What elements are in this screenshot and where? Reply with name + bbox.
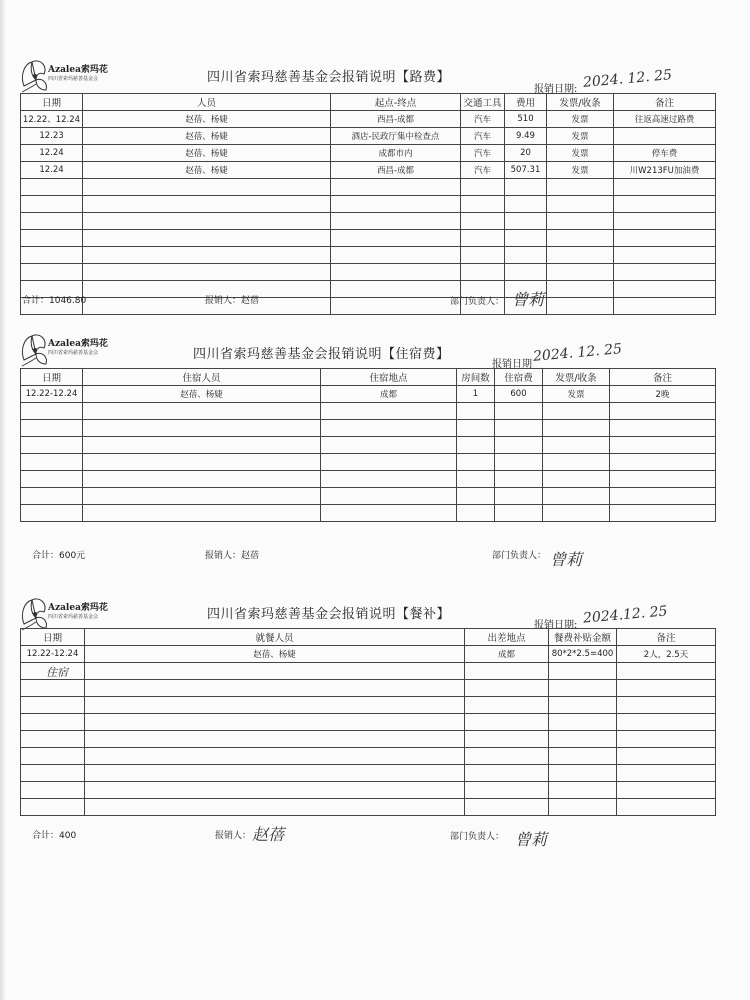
empty-cell — [547, 298, 614, 315]
empty-cell — [543, 403, 610, 420]
empty-cell — [21, 731, 85, 748]
table-cell: 西昌-成都 — [331, 162, 461, 179]
column-header: 住宿人员 — [83, 369, 321, 386]
empty-cell — [505, 230, 547, 247]
empty-cell — [21, 179, 83, 196]
empty-cell — [465, 714, 549, 731]
table-row — [21, 145, 716, 162]
empty-cell — [457, 488, 495, 505]
empty-cell — [549, 680, 617, 697]
travel-expense-table — [20, 93, 716, 315]
table-cell: 510 — [505, 111, 547, 128]
empty-cell — [547, 247, 614, 264]
empty-cell — [83, 420, 321, 437]
empty-table-row — [21, 298, 716, 315]
table-cell: 西昌-成都 — [331, 111, 461, 128]
empty-cell — [614, 196, 716, 213]
empty-cell — [505, 264, 547, 281]
empty-cell — [549, 748, 617, 765]
empty-cell — [321, 488, 457, 505]
empty-cell — [85, 680, 465, 697]
empty-cell — [457, 471, 495, 488]
empty-cell — [465, 680, 549, 697]
table-cell: 发票 — [543, 386, 610, 403]
empty-table-row — [21, 213, 716, 230]
lodging-date-label: 报销日期 — [492, 359, 532, 370]
lodging-expense-table — [20, 368, 716, 522]
table-row — [21, 386, 716, 403]
empty-cell — [461, 264, 505, 281]
meal-claimant-label: 报销人： — [215, 831, 252, 841]
travel-claimant: 报销人：赵蓓 — [205, 296, 260, 306]
empty-cell — [461, 179, 505, 196]
empty-table-row — [21, 782, 716, 799]
empty-cell — [549, 782, 617, 799]
lodging-dept-head-label: 部门负责人： — [492, 551, 547, 561]
empty-cell — [543, 505, 610, 522]
empty-table-row — [21, 488, 716, 505]
empty-cell — [83, 196, 331, 213]
empty-cell — [617, 748, 716, 765]
empty-cell — [543, 437, 610, 454]
empty-table-row — [21, 196, 716, 213]
travel-title: 四川省索玛慈善基金会报销说明【路费】 — [207, 70, 451, 85]
empty-cell — [21, 471, 83, 488]
table-cell: 80*2*2.5=400 — [549, 646, 617, 663]
table-cell — [614, 128, 716, 145]
empty-cell — [614, 298, 716, 315]
empty-cell — [610, 505, 716, 522]
column-header: 费用 — [505, 94, 547, 111]
empty-cell — [614, 281, 716, 298]
empty-cell — [21, 488, 83, 505]
empty-cell — [465, 697, 549, 714]
empty-cell — [547, 264, 614, 281]
table-cell: 12.24 — [21, 145, 83, 162]
empty-cell — [617, 782, 716, 799]
logo-brand: Azalea索玛花 — [48, 603, 108, 613]
empty-table-row — [21, 471, 716, 488]
empty-cell — [457, 437, 495, 454]
empty-table-row — [21, 765, 716, 782]
lodging-dept-head-signature: 曾莉 — [550, 550, 583, 569]
empty-cell — [614, 179, 716, 196]
empty-cell — [331, 213, 461, 230]
table-cell: 507.31 — [505, 162, 547, 179]
empty-cell — [617, 799, 716, 816]
table-header-row — [21, 629, 716, 646]
empty-cell — [549, 663, 617, 680]
column-header: 日期 — [21, 629, 85, 646]
meal-row-annotation: 住宿 — [46, 666, 68, 679]
empty-cell — [85, 782, 465, 799]
empty-cell — [614, 247, 716, 264]
empty-cell — [543, 454, 610, 471]
empty-table-row — [21, 663, 716, 680]
empty-cell — [610, 437, 716, 454]
table-cell: 川W213FU加油费 — [614, 162, 716, 179]
empty-cell — [83, 179, 331, 196]
table-cell: 成都 — [321, 386, 457, 403]
empty-cell — [495, 488, 543, 505]
empty-cell — [21, 454, 83, 471]
empty-cell — [21, 697, 85, 714]
table-cell: 2晚 — [610, 386, 716, 403]
table-header-row — [21, 94, 716, 111]
empty-cell — [465, 799, 549, 816]
meal-claimant-signature: 赵蓓 — [252, 825, 285, 844]
logo-subtitle: 四川省索玛慈善基金会 — [48, 350, 99, 356]
empty-cell — [83, 505, 321, 522]
table-cell: 汽车 — [461, 128, 505, 145]
table-cell: 发票 — [547, 145, 614, 162]
empty-cell — [505, 213, 547, 230]
empty-cell — [83, 264, 331, 281]
empty-table-row — [21, 437, 716, 454]
table-cell: 9.49 — [505, 128, 547, 145]
scan-edge — [0, 0, 6, 1000]
table-cell: 12.24 — [21, 162, 83, 179]
table-cell: 汽车 — [461, 162, 505, 179]
empty-cell — [21, 230, 83, 247]
column-header: 发票/收条 — [547, 94, 614, 111]
empty-cell — [21, 437, 83, 454]
empty-cell — [457, 454, 495, 471]
empty-cell — [21, 748, 85, 765]
empty-cell — [83, 403, 321, 420]
meal-date-label: 报销日期: — [534, 620, 578, 631]
empty-cell — [461, 230, 505, 247]
table-cell: 往返高速过路费 — [614, 111, 716, 128]
empty-cell — [83, 247, 331, 264]
table-cell: 发票 — [547, 111, 614, 128]
meal-dept-head-label: 部门负责人： — [450, 832, 505, 842]
table-cell: 2人，2.5天 — [617, 646, 716, 663]
table-cell: 停车费 — [614, 145, 716, 162]
column-header: 日期 — [21, 94, 83, 111]
logo-subtitle: 四川省索玛慈善基金会 — [48, 76, 99, 82]
table-cell: 12.23 — [21, 128, 83, 145]
column-header: 日期 — [21, 369, 83, 386]
logo-subtitle: 四川省索玛慈善基金会 — [48, 614, 99, 620]
azalea-flower-logo-icon — [18, 56, 52, 94]
empty-cell — [610, 454, 716, 471]
empty-table-row — [21, 680, 716, 697]
empty-cell — [21, 799, 85, 816]
empty-cell — [505, 196, 547, 213]
column-header: 住宿费 — [495, 369, 543, 386]
empty-cell — [321, 437, 457, 454]
empty-cell — [83, 230, 331, 247]
empty-cell — [547, 196, 614, 213]
empty-cell — [461, 247, 505, 264]
empty-cell — [495, 437, 543, 454]
empty-table-row — [21, 420, 716, 437]
table-cell: 赵蓓、杨婕 — [83, 111, 331, 128]
empty-cell — [457, 505, 495, 522]
empty-cell — [617, 697, 716, 714]
empty-cell — [85, 697, 465, 714]
empty-cell — [83, 471, 321, 488]
empty-table-row — [21, 505, 716, 522]
empty-cell — [331, 281, 461, 298]
empty-cell — [331, 264, 461, 281]
empty-cell — [85, 731, 465, 748]
column-header: 住宿地点 — [321, 369, 457, 386]
empty-cell — [549, 714, 617, 731]
empty-cell — [543, 420, 610, 437]
empty-cell — [83, 454, 321, 471]
lodging-total: 合计：600元 — [32, 551, 86, 561]
azalea-flower-logo-icon — [18, 594, 52, 632]
table-cell: 600 — [495, 386, 543, 403]
table-cell: 赵蓓、杨婕 — [83, 128, 331, 145]
empty-cell — [465, 663, 549, 680]
empty-cell — [21, 505, 83, 522]
empty-cell — [495, 403, 543, 420]
empty-table-row — [21, 454, 716, 471]
logo-brand: Azalea索玛花 — [48, 65, 108, 75]
empty-cell — [331, 196, 461, 213]
table-cell: 发票 — [547, 162, 614, 179]
travel-dept-head-signature: 曾莉 — [512, 290, 545, 309]
empty-cell — [85, 714, 465, 731]
logo — [18, 330, 128, 370]
empty-cell — [21, 213, 83, 230]
table-cell: 汽车 — [461, 111, 505, 128]
empty-cell — [83, 213, 331, 230]
table-row — [21, 646, 716, 663]
empty-cell — [549, 765, 617, 782]
empty-cell — [549, 697, 617, 714]
table-cell: 12.22-12.24 — [21, 386, 83, 403]
column-header: 房间数 — [457, 369, 495, 386]
logo-brand: Azalea索玛花 — [48, 339, 108, 349]
empty-cell — [457, 403, 495, 420]
empty-cell — [610, 488, 716, 505]
empty-cell — [617, 663, 716, 680]
column-header: 交通工具 — [461, 94, 505, 111]
empty-cell — [610, 403, 716, 420]
empty-cell — [461, 196, 505, 213]
empty-cell — [614, 213, 716, 230]
table-cell: 12.22-12.24 — [21, 646, 85, 663]
empty-cell — [83, 437, 321, 454]
table-row — [21, 128, 716, 145]
empty-cell — [21, 403, 83, 420]
empty-table-row — [21, 799, 716, 816]
empty-table-row — [21, 748, 716, 765]
empty-table-row — [21, 714, 716, 731]
column-header: 发票/收条 — [543, 369, 610, 386]
empty-cell — [547, 179, 614, 196]
empty-cell — [505, 179, 547, 196]
empty-cell — [85, 799, 465, 816]
empty-cell — [495, 471, 543, 488]
column-header: 人员 — [83, 94, 331, 111]
table-cell: 赵蓓、杨婕 — [83, 162, 331, 179]
table-cell: 发票 — [547, 128, 614, 145]
empty-cell — [614, 230, 716, 247]
empty-table-row — [21, 264, 716, 281]
column-header: 起点-终点 — [331, 94, 461, 111]
empty-table-row — [21, 403, 716, 420]
empty-cell — [495, 505, 543, 522]
travel-date-handwritten: 2024. 12. 25 — [582, 67, 673, 91]
azalea-flower-logo-icon — [18, 330, 52, 368]
empty-cell — [331, 247, 461, 264]
column-header: 备注 — [614, 94, 716, 111]
empty-table-row — [21, 697, 716, 714]
travel-dept-head-label: 部门负责人： — [450, 297, 505, 307]
lodging-title: 四川省索玛慈善基金会报销说明【住宿费】 — [193, 347, 450, 362]
empty-cell — [547, 213, 614, 230]
table-row — [21, 111, 716, 128]
empty-cell — [465, 782, 549, 799]
meal-title: 四川省索玛慈善基金会报销说明【餐补】 — [207, 607, 451, 622]
empty-cell — [21, 680, 85, 697]
empty-cell — [21, 247, 83, 264]
lodging-claimant: 报销人：赵蓓 — [205, 551, 260, 561]
column-header: 备注 — [617, 629, 716, 646]
empty-cell — [331, 298, 461, 315]
table-header-row — [21, 369, 716, 386]
empty-cell — [543, 488, 610, 505]
empty-cell — [617, 765, 716, 782]
column-header: 就餐人员 — [85, 629, 465, 646]
empty-cell — [617, 714, 716, 731]
empty-table-row — [21, 179, 716, 196]
empty-cell — [465, 765, 549, 782]
meal-total: 合计：400 — [32, 831, 77, 841]
empty-cell — [610, 420, 716, 437]
table-cell: 赵蓓、杨婕 — [83, 386, 321, 403]
travel-total: 合计：1046.80 — [22, 296, 87, 306]
table-cell: 赵蓓、杨婕 — [83, 145, 331, 162]
table-cell: 20 — [505, 145, 547, 162]
empty-cell — [21, 714, 85, 731]
empty-cell — [465, 731, 549, 748]
empty-table-row — [21, 247, 716, 264]
column-header: 餐费补贴金额 — [549, 629, 617, 646]
table-cell: 酒店-民政厅集中检查点 — [331, 128, 461, 145]
table-cell: 赵蓓、杨婕 — [85, 646, 465, 663]
empty-cell — [547, 281, 614, 298]
empty-cell — [21, 420, 83, 437]
table-cell: 12.22、12.24 — [21, 111, 83, 128]
empty-cell — [21, 264, 83, 281]
empty-cell — [21, 782, 85, 799]
empty-table-row — [21, 731, 716, 748]
empty-cell — [549, 731, 617, 748]
empty-cell — [85, 765, 465, 782]
empty-cell — [617, 731, 716, 748]
empty-cell — [547, 230, 614, 247]
empty-cell — [543, 471, 610, 488]
table-cell: 成都 — [465, 646, 549, 663]
empty-cell — [321, 420, 457, 437]
meal-date-handwritten: 2024.12. 25 — [582, 603, 669, 627]
meal-allowance-table — [20, 628, 716, 816]
empty-table-row — [21, 230, 716, 247]
empty-cell — [83, 488, 321, 505]
column-header: 出差地点 — [465, 629, 549, 646]
column-header: 备注 — [610, 369, 716, 386]
empty-cell — [495, 454, 543, 471]
empty-cell — [321, 505, 457, 522]
empty-table-row — [21, 281, 716, 298]
empty-cell — [505, 247, 547, 264]
empty-cell — [21, 196, 83, 213]
empty-cell — [495, 420, 543, 437]
empty-cell — [21, 765, 85, 782]
meal-dept-head-signature: 曾莉 — [515, 830, 548, 849]
empty-cell — [331, 230, 461, 247]
empty-cell — [85, 663, 465, 680]
empty-cell — [85, 748, 465, 765]
empty-cell — [457, 420, 495, 437]
empty-cell — [321, 471, 457, 488]
empty-cell — [321, 403, 457, 420]
table-row — [21, 162, 716, 179]
lodging-date-handwritten: 2024. 12. 25 — [532, 341, 623, 365]
empty-cell — [617, 680, 716, 697]
empty-cell — [610, 471, 716, 488]
table-cell: 汽车 — [461, 145, 505, 162]
empty-cell — [549, 799, 617, 816]
empty-cell — [331, 179, 461, 196]
table-cell: 1 — [457, 386, 495, 403]
logo — [18, 56, 128, 96]
empty-cell — [461, 213, 505, 230]
empty-cell — [465, 748, 549, 765]
travel-date-label: 报销日期: — [534, 84, 578, 95]
table-cell: 成都市内 — [331, 145, 461, 162]
empty-cell — [614, 264, 716, 281]
empty-cell — [321, 454, 457, 471]
